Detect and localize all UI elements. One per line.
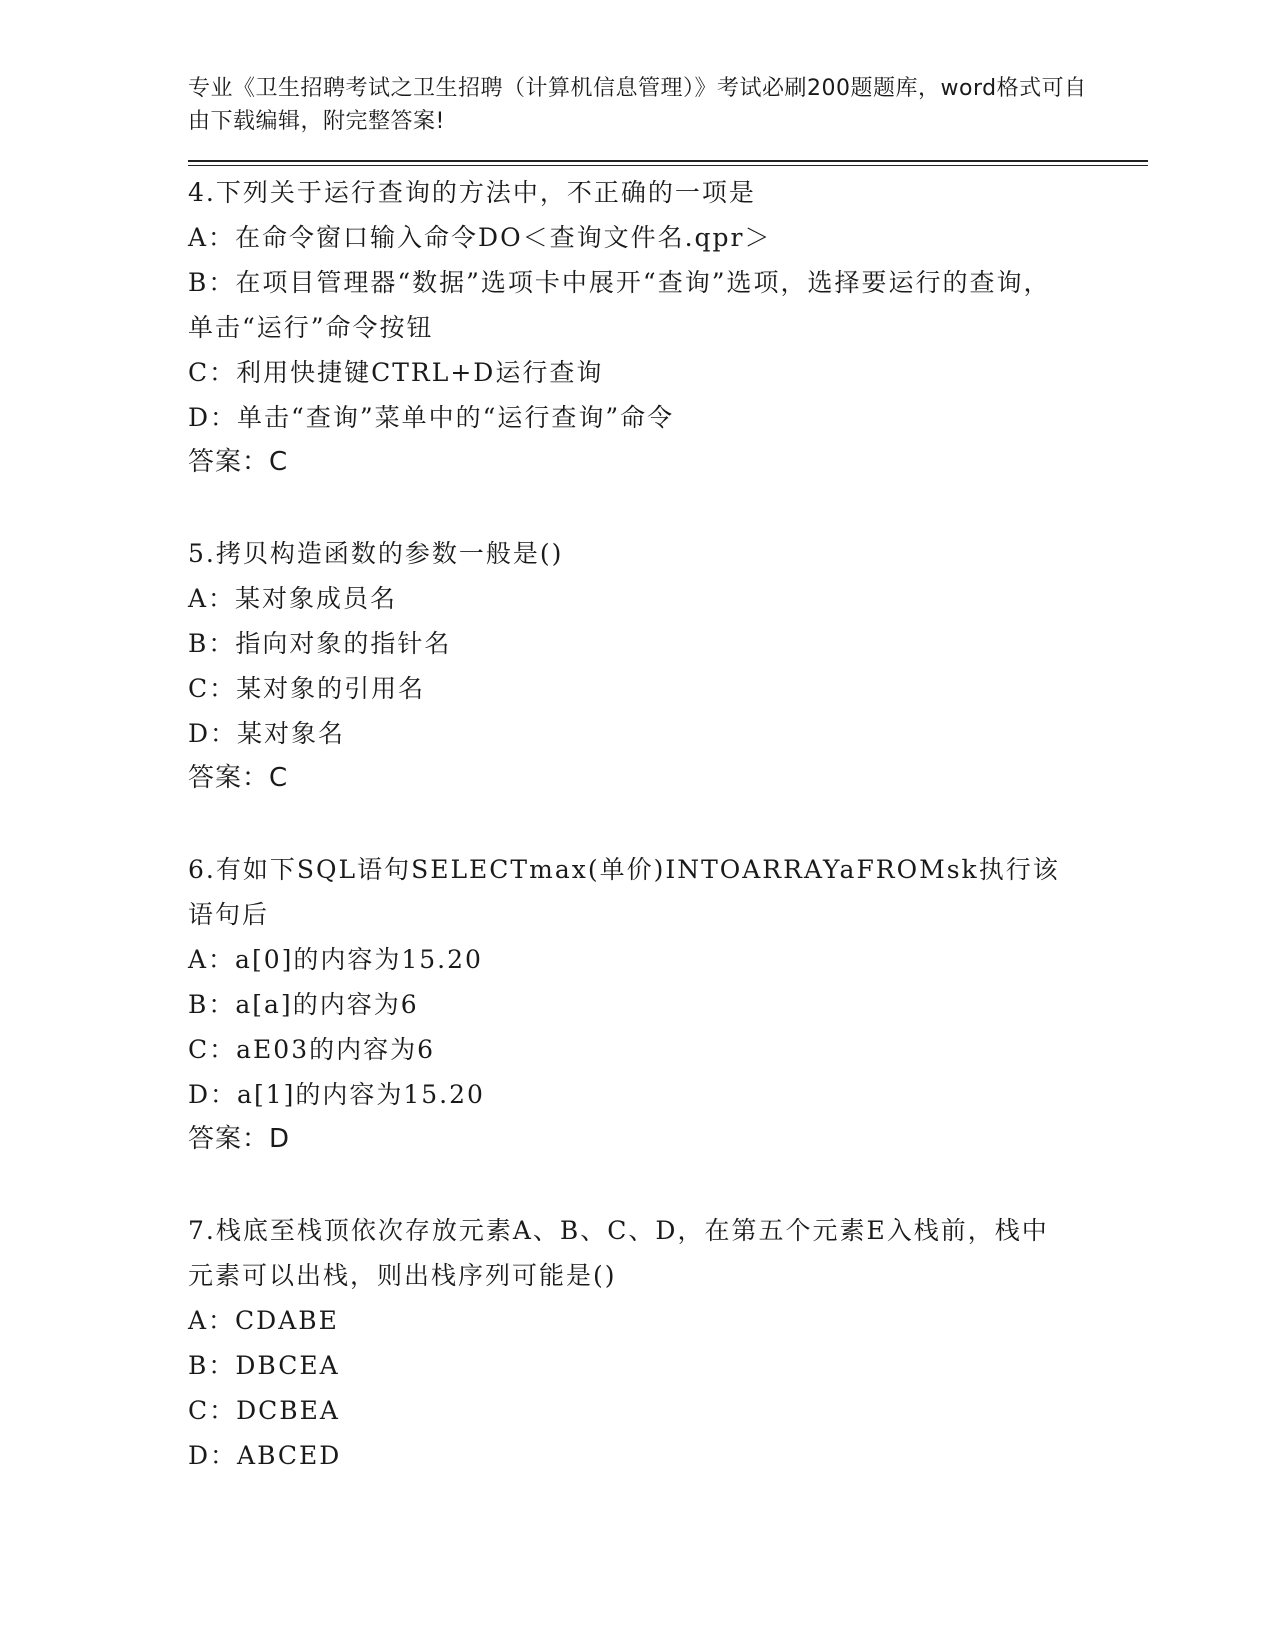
question-list: [188, 170, 1148, 1478]
answer: 答案：C: [188, 447, 289, 477]
option-a: A：CDABE: [188, 1306, 339, 1335]
option-c: C：aE03的内容为6: [188, 1035, 436, 1064]
option-c: C：利用快捷键CTRL+D运行查询: [188, 358, 604, 387]
option-d: D：单击“查询”菜单中的“运行查询”命令: [188, 403, 675, 432]
answer: 答案：D: [188, 1124, 291, 1154]
question-stem: 4.下列关于运行查询的方法中，不正确的一项是: [188, 178, 756, 207]
question-stem: 7.栈底至栈顶依次存放元素A、B、C、D，在第五个元素E入栈前，栈中元素可以出栈，则出栈序列可能是(): [188, 1216, 1049, 1290]
question-4: [188, 170, 1148, 485]
option-b: B：在项目管理器“数据”选项卡中展开“查询”选项，选择要运行的查询，单击“运行”命令按钮: [188, 268, 1051, 342]
question-stem: 5.拷贝构造函数的参数一般是(): [188, 539, 564, 568]
option-b: B：指向对象的指针名: [188, 629, 452, 658]
option-b: B：DBCEA: [188, 1351, 340, 1380]
document-header: 专业《卫生招聘考试之卫生招聘（计算机信息管理）》考试必刷200题题库，word格式可自由下载编辑，附完整答案!: [188, 76, 1087, 134]
question-6: [188, 847, 1148, 1162]
option-d: D：ABCED: [188, 1441, 342, 1470]
option-b: B：a[a]的内容为6: [188, 990, 419, 1019]
option-a: A：某对象成员名: [188, 584, 398, 613]
option-c: C：某对象的引用名: [188, 674, 426, 703]
option-a: A：在命令窗口输入命令DO＜查询文件名.qpr＞: [188, 223, 772, 252]
option-a: A：a[0]的内容为15.20: [188, 945, 483, 974]
option-c: C：DCBEA: [188, 1396, 340, 1425]
option-d: D：a[1]的内容为15.20: [188, 1080, 485, 1109]
question-5: [188, 531, 1148, 801]
answer: 答案：C: [188, 763, 289, 793]
question-stem: 6.有如下SQL语句SELECTmax(单价)INTOARRAYaFROMsk执行该语句后: [188, 855, 1060, 929]
question-7: [188, 1208, 1148, 1478]
document-page: [188, 72, 1148, 1524]
option-d: D：某对象名: [188, 719, 346, 748]
header-divider: [188, 160, 1148, 162]
